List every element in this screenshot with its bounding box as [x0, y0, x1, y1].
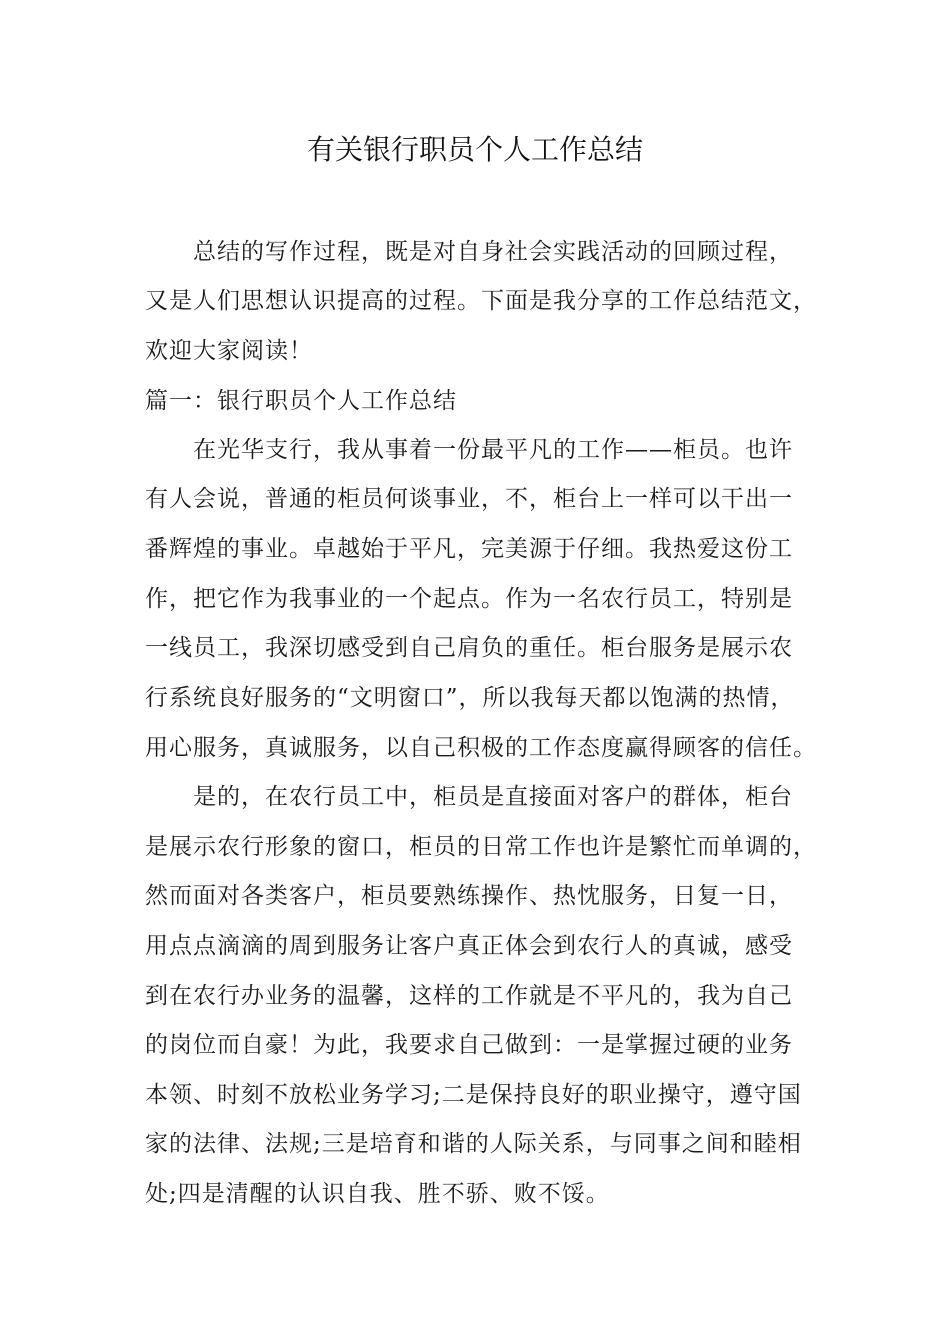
paragraph-3-line-8: 家的法律、法规;三是培育和谐的人际关系，与同事之间和睦相 — [145, 1131, 802, 1157]
paragraph-2-line-3: 番辉煌的事业。卓越始于平凡，完美源于仔细。我热爱这份工 — [145, 536, 793, 562]
paragraph-3-line-9: 处;四是清醒的认识自我、胜不骄、败不馁。 — [145, 1181, 610, 1207]
paragraph-3-line-4: 用点点滴滴的周到服务让客户真正体会到农行人的真诚，感受 — [145, 933, 793, 959]
paragraph-2-line-4: 作，把它作为我事业的一个起点。作为一名农行员工，特别是 — [145, 586, 793, 612]
paragraph-2-line-7: 用心服务，真诚服务，以自己积极的工作态度赢得顾客的信任。 — [145, 735, 817, 761]
paragraph-1-line-3: 欢迎大家阅读！ — [145, 338, 313, 364]
paragraph-3-line-1: 是的，在农行员工中，柜员是直接面对客户的群体，柜台 — [193, 784, 793, 810]
paragraph-2-line-5: 一线员工，我深切感受到自己肩负的重任。柜台服务是展示农 — [145, 635, 793, 661]
section-heading: 篇一：银行职员个人工作总结 — [145, 388, 457, 414]
paragraph-3-line-2: 是展示农行形象的窗口，柜员的日常工作也许是繁忙而单调的， — [145, 834, 817, 860]
paragraph-2-line-6: 行系统良好服务的“文明窗口”，所以我每天都以饱满的热情， — [145, 685, 795, 711]
paragraph-1-line-2: 又是人们思想认识提高的过程。下面是我分享的工作总结范文， — [145, 288, 817, 314]
paragraph-3-line-6: 的岗位而自豪！为此，我要求自己做到：一是掌握过硬的业务 — [145, 1032, 793, 1058]
paragraph-3-line-5: 到在农行办业务的温馨，这样的工作就是不平凡的，我为自己 — [145, 983, 793, 1009]
paragraph-2-line-1: 在光华支行，我从事着一份最平凡的工作——柜员。也许 — [193, 437, 793, 463]
paragraph-3-line-3: 然而面对各类客户，柜员要熟练操作、热忱服务，日复一日， — [145, 883, 793, 909]
paragraph-1-line-1: 总结的写作过程，既是对自身社会实践活动的回顾过程， — [193, 239, 793, 265]
paragraph-3-line-7: 本领、时刻不放松业务学习;二是保持良好的职业操守，遵守国 — [145, 1082, 802, 1108]
paragraph-2-line-2: 有人会说，普通的柜员何谈事业，不，柜台上一样可以干出一 — [145, 486, 793, 512]
document-title: 有关银行职员个人工作总结 — [306, 133, 643, 166]
